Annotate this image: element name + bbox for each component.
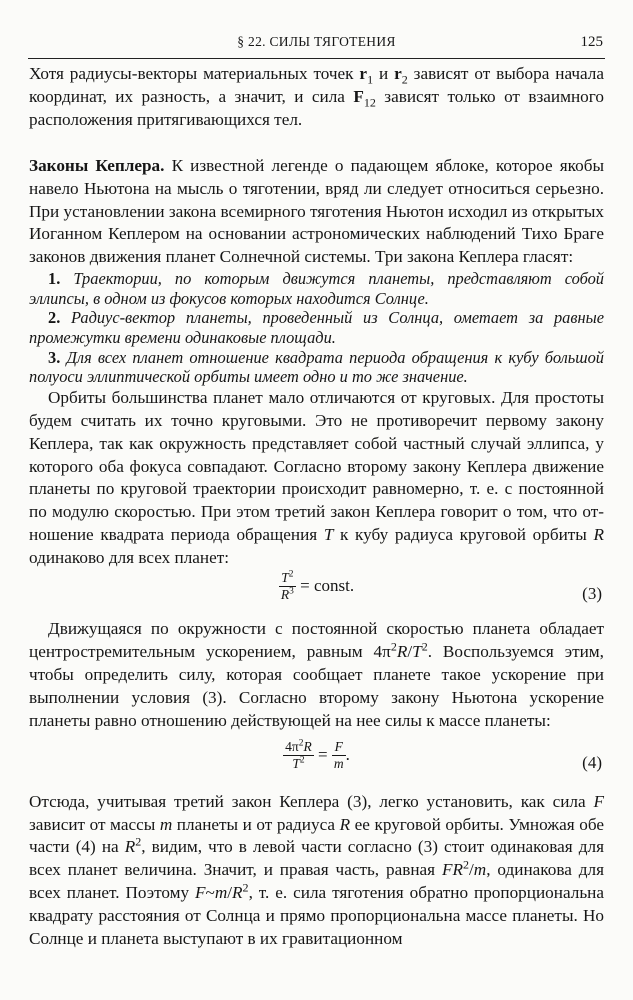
law-3: 3. Для всех планет отношение квадрата периода обращения к кубу большой полуоси эллиптической орбиты имеет одно и то же значение. [29,347,604,387]
law-2: 2. Радиус-вектор планеты, проведенный из Солнца, ометает за равные промежутки времени одинаковые площади. [29,308,604,348]
kepler-heading: Законы Кеплера. [29,155,165,175]
law-1: 1. Траектории, по которым движутся планеты, представляют собой эллипсы, в одном из фокусов которых находится Солнце. [29,269,604,308]
header-rule [28,58,605,59]
equation-4-label: (4) [582,752,602,772]
equation-3-label: (3) [582,584,602,604]
intro-paragraph: Хотя радиусы-векторы материальных точек $r_1$ и $r_2$ зависят от выбора начала координат, их разность, а значит, и сила $F_{12}$ зависят только от взаимного расположения притягивающихся тел. [29,64,605,129]
body-text [29,63,604,951]
final-paragraph: Отсюда, учитывая третий закон Кеплера (3), легко установить, как сила F зависит от массы m планеты и от радиуса R ее круговой орбиты. Умножая обе части (4) на $R^2$, видим, что в левой части согласно (3) стоит одинаковая для всех планет величина. Значит, и правая часть, равная $FR^2/m$, одинакова для всех планет. Поэтому $F\sim m/R^2$, т. е. сила тяготения обратно пропорциональна квадрату расстояния от Солнца и прямо пропорциональна массе планеты. Но Солнце и планета выступают в их гравитационном [29,791,604,949]
page-number: 125 [580,34,603,50]
equation-3: $\frac{T^2}{R^3}$ = const. (3) [29,570,604,618]
running-head [28,34,605,54]
orbits-paragraph: Орбиты большинства планет мало отличаются от круговых. Для простоты будем считать их точно круговыми. Это не противоречит первому закону Кеплера, так как окружность представляет собой частный случай эллипса, у которого оба фокуса совпадают. Согласно второму закону Кеплера движение планеты по круговой траектории происходит равномерно, т. е. с постоянной по модулю скоростью. При этом третий закон Кеплера говорит о том, что отношение квадрата периода обращения T к кубу радиуса круговой орбиты R одинаково для всех планет: [29,387,604,568]
acceleration-paragraph: Движущаяся по окружности с постоянной скоростью планета обладает центростремительным ускорением, равным $4\pi^2R/T^2$. Воспользуемся этим, чтобы определить силу, которая сообщает планете такое ускорение при выполнении условия (3). Согласно второму закону Ньютона ускорение планеты равно отношению действующей на нее силы к массе планеты: [29,619,604,730]
equation-4: $\frac{4\pi^2R}{T^2}$ = $\frac{F}{m}$ . (4) [29,733,604,791]
section-title: § 22. СИЛЫ ТЯГОТЕНИЯ [237,34,396,49]
kepler-paragraph: Законы Кеплера. К известной легенде о падающем яблоке, которое якобы навело Ньютона на мысль о тяготении, вряд ли следует относиться серьезно. При установлении закона всемирного тяготения Ньютон исходил из открытых Иоганном Кеплером на основании астрономических наблюдений Тихо Браге законов движения планет Солнечной системы. Три закона Кеплера гласят: [29,155,604,267]
